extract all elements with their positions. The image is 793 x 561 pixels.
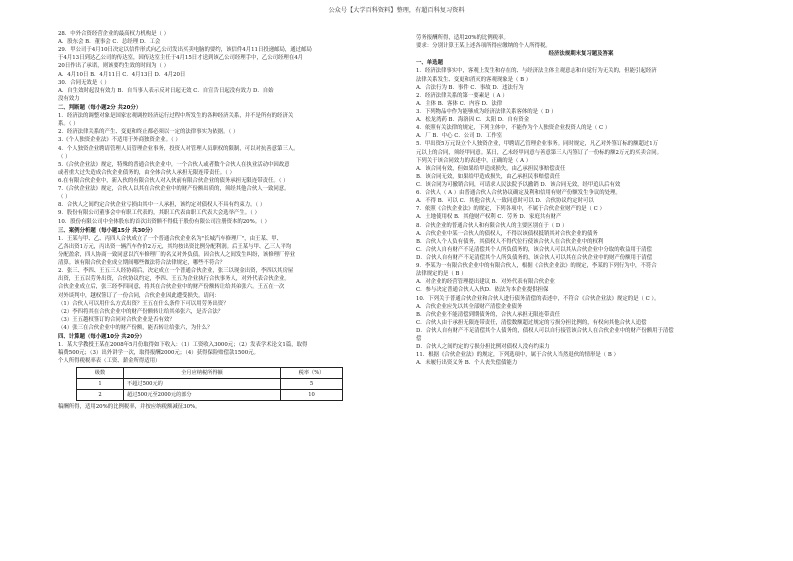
text-line: 28．中外合资经营企业的最高权力机构是（ ） [58,31,169,37]
text-line: 稿费500元；（3）出外讲学一次，取得报酬2000元；（4）获得保险赔偿款1500元。 [58,350,259,357]
table-row [77,390,343,401]
text-line: 1．某大学教授王某在2008年5月份取得如下收入：（1）工资收入3000元；（2）发表学术论文1篇，取得 [58,342,308,349]
text-line: 3.《个人独资企业法》不适用于外商独资企业。（ ） [58,137,181,144]
table-cell: 5 [281,379,343,390]
text-line: 个人所得税税率表（工资、薪金所得适用） [58,358,161,365]
text-line: 6.在有限合伙企业中，新入伙的有限合伙人对入伙前有限合伙企业的债务承担无限连带责任。（ ） [58,177,289,184]
questions-case [58,235,383,332]
questions-calc [58,341,383,365]
text-line: 没有效力 [58,95,80,102]
text-line: A．该合同有效，但如果给甲造成损失，由乙承担民事赔偿责任 [416,165,566,172]
section-case-title: 三、案例分析题（每小题15分 共30分） [58,227,156,234]
text-line: A．土地使用权 B．其他财产权利 C．劳务 D．家庭共有财产 [416,214,562,221]
text-line: 8．合伙企业的普通合伙人和有限合伙人的主要区别在于（ D ） [416,222,568,229]
text-line: 7．依照《合伙企业法》的规定，下列各项中，不属于合伙企业财产的是（ C ） [416,206,605,213]
text-line: 对外谈判中，越权签订了一份合同，合伙企业因此遭受损失。请问： [58,292,220,299]
text-line: 30．合同无效是（ ） [58,79,110,86]
text-line: 9．股份有限公司董事会中有职工代表的，其职工代表由职工代表大会选举产生。（ ） [58,210,260,217]
text-line: 下列关于该合同效力的表述中，正确的是（ A ） [416,157,532,164]
text-line: A．股东会 B．董事会 C．总经理 D．工会 [58,39,161,46]
table-cell: 10 [281,390,343,401]
text-line: 分配盈余，四人协商一致同意以汽车修理厂的名义对外负债。因合伙人之间发生纠纷，该修理厂停业 [58,251,296,258]
text-line: B．该合同无效，如果给甲造成损失，由乙承担民事赔偿责任 [416,173,561,180]
questions-single [416,67,746,367]
text-line: 法律关系发生、变更和消灭的客观现象是（ B ） [416,76,532,83]
text-line: 5.《合伙企业法》规定，特殊的普通合伙企业中，一个合伙人或者数个合伙人在执业活动中因故意 [58,161,290,168]
table-cell: 超过500元至2000元的部分 [124,390,281,401]
section-calc-title: 四、计算题（每小题10分 共20分） [58,334,145,341]
text-line: C．该合同为可撤销合同，可请求人民法院予以撤销 D．该合同无效，经甲追认后有效 [416,181,621,188]
text-line: （4）张三在合伙企业中的财产份额，能否转让给张六，为什么？ [58,324,213,331]
text-line: B．合伙人个人负有债务，其债权人不得代位行使该合伙人在合伙企业中的权利 [416,238,604,245]
text-line: 29．甲公司于4月10日决定以信件形式向乙公司发出买卖电脑的要约，该信件4月11日投递邮局，通过邮局 [58,47,312,54]
text-line: 8．合伙人之间约定合伙企业亏损由其中一人承担，该约定对债权人不具有约束力。（ ） [58,202,266,209]
questions-top [58,30,383,103]
left-column [58,30,383,412]
text-line: （1）合伙人可以用什么方式出资？王五在什么条件下可以用劳务出资？ [58,300,229,307]
text-line: （ ） [58,153,71,160]
text-line: 稿酬所得，适用20%的比例税率，并按应纳税额减征30%。 [58,404,201,411]
document-title: 经济法规期末复习题及答案 [548,51,614,58]
text-line: 清算。该有限合伙企业成立期间哪些做法符合法律规定，哪些不符合？ [58,260,226,267]
text-line: A．对企业的经营管理提出建议 B．对外代表有限合伙企业 [416,279,555,286]
text-line: A．合法行为 B．事件 C．事故 D．违法行为 [416,84,524,91]
text-line: 4．个人独资企业聘请管理人员管理企业事务，投资人对管理人员职权的限制，可以对抗善意第三人。 [58,145,299,152]
text-line: A．合伙企业应先以其全部财产清偿企业债务 [416,303,523,310]
text-line: 合伙企业成立后，张三经李四同意，将其在合伙企业中的财产份额转让给其弟张六。王五在一次 [58,284,285,291]
table-header-row [77,368,343,379]
text-line: A．松龙湾药 B．海洛因 C．太阳 D．自有资金 [416,117,530,124]
text-line: 11．根据《合伙企业法》的规定，下列选项中，属于合伙人当然退伙的情形是（ B ） [416,352,619,359]
text-line: A．厂 B．中心 C．公司 D．工作室 [416,133,503,140]
text-line: 10．股份有限公司中全体股东的首次出资额不得低于股份有限公司注册资本的20%。（ ） [58,218,270,225]
text-line: 2．经济法律关系的产生、变更和终止都必须以一定的法律事实为依据。（ ） [58,129,239,136]
text-line: B．合伙企业不能清偿到期债务的，合伙人承担无限连带责任 [416,311,561,318]
text-line: 元以上的合同，须经甲同意。某日，乙未经甲同意与善意第三人丙签订了一份标的额2万元的买卖合同。 [416,149,663,156]
section-judge-title: 二、判断题（每小题2分 共20分） [58,104,142,111]
text-line: 20日作出了承诺，则该要约生效的时间为（ ） [58,63,169,70]
text-line: 10．下列关于普通合伙企业和合伙人进行债务清偿的表述中，不符合《合伙企业法》规定的是（ C ）。 [416,295,660,302]
table-header-cell: 级数 [77,368,124,379]
text-line: 系。（ ） [58,121,79,128]
text-line: 出资，王五以劳务出资，合伙协议约定，李四、王五为企业执行合伙事务人，对外代表合伙企业。 [58,276,290,283]
text-line: D．合伙人自有财产不足清偿其个人所负债务的，该合伙人可以其在合伙企业中的财产份额用于清偿 [416,254,653,261]
text-line: 5．甲出资5万元设立个人独资企业，甲聘请乙管理企业事务。同时规定，凡乙对外签订标的额超过1万 [416,141,659,148]
text-line: 1．王某与甲、乙、丙四人合伙成立了一个普通合伙企业名为"长城汽车修理厂"，由王某、甲、 [58,235,283,242]
text-line: 乙各出资1万元，丙出资一辆汽车作价2万元，其均按出资比例分配利润。后王某与甲、乙三人平均 [58,243,292,250]
text-line: 6．合伙人（ A ）由普通合伙人合伙协议确定及利和信用有财产份额发生争议的处理。 [416,190,621,197]
text-line: 3．下列物品中作为能够成为经济法律关系客体的是（ D ） [416,108,557,115]
text-line: （3）王五越权签订的合同对合伙企业是否有效？ [58,316,175,323]
text-line: 或者重大过失造成合伙企业债务的，由全体合伙人承担无限连带责任。（ ） [58,169,235,176]
text-line: C．参与决定普通合伙人入伙D．依法为本企业提供担保 [416,287,549,294]
text-line: C．合伙人自有财产不足清偿其个人所负债务的，该合伙人可以其从合伙企业中分取的收益用于清偿 [416,246,652,253]
text-line: 1．经济法律事实中，客观上发生和存在的、与经济法主体主观意志和自觉行为无关的，但能引起经济 [416,68,657,75]
right-top-lines [416,34,746,50]
section-single-title: 一、单选题 [416,60,443,67]
text-line: 4．依照有关法律的规定，下列主体中，不能作为个人独资企业投资人的是（ C ） [416,125,611,132]
text-line: A．自生效时起没有效力 B．自当事人表示反对日起无效 C．自宣告日起没有效力 D．自始 [58,87,274,94]
table-cell: 不超过500元的 [124,379,281,390]
text-line: 劳务报酬所得，适用20%的比例税率。 [416,35,509,41]
text-line: 于4月13日到达乙公司的传达室，因传达室主任于4月15日才送到该乙公司经理手中，乙公司经理在4月 [58,55,304,62]
page-header: 公众号【大学百科资料】整理，有超百科复习资料 [328,7,465,14]
text-line: 法律规定的是（ B ） [416,271,467,278]
questions-bottom [58,403,383,411]
text-line: 7.《合伙企业法》规定，合伙人以其在合伙企业中的财产份额出质的，须经其他合伙人一致同意。 [58,186,290,193]
questions-judge [58,112,383,226]
table-header-cell: 税率（%） [281,368,343,379]
right-column [416,34,746,367]
text-line: 9．李某为一有限合伙企业中的有限合伙人，根据《合伙企业法》的规定，李某的下列行为中，不符合 [416,263,657,270]
text-line: 偿 [416,336,422,343]
text-line: A．不得 B．可以 C．其他合伙人一致同意时可以 D．合伙协议约定时可以 [416,198,594,205]
text-line: 2．经济法律关系的第一要素是（ A ） [416,92,508,99]
text-line: A．合伙企业中某一合伙人的债权人，不得以该债权抵销其对合伙企业的债务 [416,230,598,237]
text-line: （ ） [58,194,71,201]
text-line: 要求：分别计算王某上述各项所得应缴纳的个人所得税。 [416,43,551,50]
text-line: 1．经济法的调整对象是国家宏观调控经济运行过程中所发生的各种经济关系，并不是所有的经济关 [58,113,294,120]
table-row [77,379,343,390]
text-line: A．主体 B．客体 C．内容 D．法律 [416,100,503,107]
table-cell: 2 [77,390,124,401]
tax-rate-table [76,367,343,401]
text-line: D．合伙人自有财产不足清偿其个人债务的，债权人可以自行接管该合伙人在合伙企业中的财产份额用于清偿 [416,327,674,334]
text-line: D．合伙人之间约定的亏损分担比例对债权人没有约束力 [416,344,550,351]
table-header-cell: 全月应纳税所得额 [124,368,281,379]
text-line: A．未履行出资义务 B．个人丧失偿债能力 [416,360,518,367]
text-line: A．4月10日 B．4月11日 C．4月13日 D．4月20日 [58,71,186,78]
text-line: （2）李四将其在合伙企业中的财产份额转让给其弟张六，是否合法？ [58,308,224,315]
text-line: 2．张三、李四、王五三人经协商后，决定成立一个普通合伙企业，张三以现金出资，李四以其房屋 [58,268,294,275]
text-line: C．合伙人由于承担无限连带责任，清偿数额超过规定的亏损分担比例的，有权向其他合伙人追偿 [416,319,647,326]
table-cell: 1 [77,379,124,390]
